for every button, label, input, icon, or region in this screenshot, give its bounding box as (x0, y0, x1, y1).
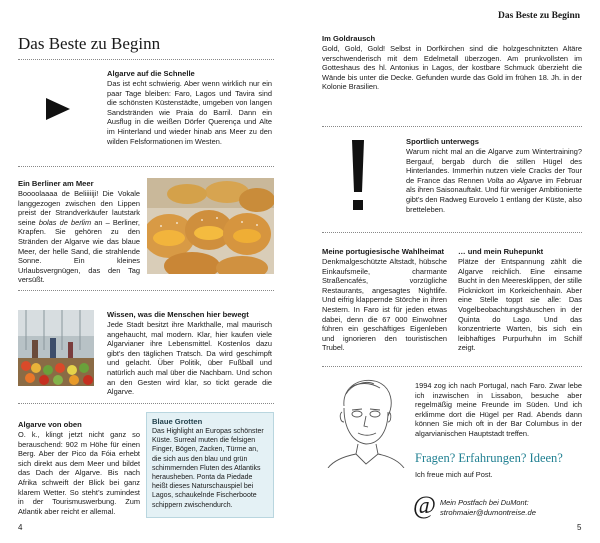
section-grotten-box (146, 412, 274, 518)
section-heading: Algarve von oben (18, 420, 82, 429)
section-heading: Blaue Grotten (152, 417, 203, 426)
section-heading: Wissen, was die Menschen hier bewegt (107, 310, 249, 319)
section-text: Jede Stadt besitzt ihre Markthalle, mal maurisch angehaucht, mal modern. Klar, hier kaufen viele Algarvianer ihre Lebensmittel. Kostenlos dazu gibt’s den täglichen Tratsch. Da wird geschimpft und gelacht. Über Politik, über Fußball und natürlich auch mal über die Nachbarn. Und schon an den Gesten wird klar, so tickt gerade die Algarve. (107, 320, 272, 397)
section-text: Warum nicht mal an die Algarve zum Wintertraining? Bergauf, bergab durch die stillen Hügel des Hinterlandes. Immerhin nutzen viele Cracks der Tour de France das Rennen (406, 147, 582, 185)
author-portrait (322, 372, 406, 468)
section-text: Das ist echt schwierig. Aber wenn wirklich nur ein paar Tage bleiben: Faro, Lagos und Tavira sind die schönsten Küstenstädte, umgeben von langen Sandstränden wie Praia do Barril. Dann ein Ausflug in die weißen Dörfer Querença und Alte im Hinterland und wieder hinab ans Meer zu den wilden Felsformationen im Westen. (107, 79, 272, 146)
divider (322, 126, 582, 127)
section-text: Das Highlight an Europas schönster Küste. Surreal muten die felsigen Finger, Bögen, Zacken, Türme an, die sich aus den blau und grün schimmernden Fluten des Atlantiks herausheben. Ponta da Piedade heißt dieses Naturschauspiel bei Lagos, schaukelnde Fischerboote schippern zwischendurch. (152, 428, 264, 509)
play-arrow-icon (46, 98, 70, 123)
divider (322, 232, 582, 233)
section-sportlich (406, 137, 582, 214)
divider (18, 290, 274, 291)
section-heading: … und mein Ruhepunkt (458, 247, 544, 256)
section-ruhepunkt (458, 247, 582, 353)
photo-berliner-pastries (147, 178, 274, 274)
section-heading: Sportlich unterwegs (406, 137, 479, 146)
section-text: Plätze der Entspannung zählt die Algarve reichlich. Eine einsame Bucht in den Meeresklippen, der stille Picknickort im Korkeichenhain. Aber eine Stelle toppt sie alle: Das Vogelbeobachtungshäuschen in der Quinta do Lago. Und das konzentrierte Warten, bis sich ein leibhaftiges Purpurhuhn im Schilf zeigt. (458, 257, 582, 353)
page-number-left: 4 (18, 523, 23, 532)
mail-address[interactable]: strohmaier@dumontreise.de (440, 508, 536, 517)
divider (18, 59, 274, 60)
section-text-italic: Volta ao Algarve (486, 175, 543, 185)
divider (18, 403, 274, 404)
section-von-oben (18, 420, 140, 516)
section-text: O. k., klingt jetzt nicht ganz so berauschend: 902 m Höhe für einen Berg. Aber der Pico da Fóia erhebt sich direkt aus dem Meer und bildet das Dach der Algarve. Bis nach Afrika schweift der Blick bei ganz klarem Wetter. So steht’s zumindest in der Tourismuswerbung. Zum Atlantik aber reicht er allemal. (18, 430, 140, 516)
section-heading: Ein Berliner am Meer (18, 179, 94, 188)
section-heading: Meine portugiesische Wahlheimat (322, 247, 445, 256)
section-text: Gold, Gold, Gold! Selbst in Dorfkirchen sind die holzgeschnitzten Altäre verschwenderisch mit dem Edelmetall überzogen. Am prunkvollsten im Gotteshaus des hl. Antonius in Lagos, der kostbare Schmuck überzieht die Wände bis unter die Decke. Gefunden wurde das Gold im frühen 18. Jh. in der Kolonie Brasilien. (322, 44, 582, 92)
section-text: Denkmalgeschützte Altstadt, hübsche Einkaufsmeile, charmante Straßencafés, vorzügliche Restaurants, angesagtes Nightlife. Und eifrig klappernde Störche in ihren Nestern. In Faro ist für jeden etwas dabei, denn die 67 000 Einwohner führen ein geschäftiges Eigenleben und ignorieren den touristischen Trubel. (322, 257, 447, 353)
mail-line-1: Mein Postfach bei DuMont: (440, 498, 529, 507)
section-text-italic: bolas de berlim (38, 217, 92, 227)
contact-invite: Ich freue mich auf Post. (415, 470, 493, 479)
page-number-right: 5 (577, 523, 582, 532)
page-title: Das Beste zu Beginn (18, 34, 161, 53)
section-menschen (107, 310, 272, 397)
exclamation-icon (346, 140, 370, 217)
contact-question: Fragen? Erfahrungen? Ideen? (415, 451, 563, 465)
section-algarve-schnelle (107, 69, 272, 146)
section-berliner (18, 179, 140, 285)
divider (18, 166, 274, 167)
divider (322, 366, 582, 367)
section-goldrausch (322, 34, 582, 92)
at-sign-icon: @ (413, 492, 437, 519)
photo-market-hall (18, 310, 94, 386)
section-text: im Februar als ihren Saisonauftakt. Und für weniger Ambitionierte gibt’s den Radweg Eurovelo 1 entlang der Küste, also bretteleben. (406, 175, 582, 214)
section-text: Boooolaaaa de Beliiiiiji! Die Vokale langgezogen zwischen den Lippen preist der Strandverkäufer lautstark seine (18, 189, 140, 227)
author-bio (415, 381, 582, 439)
section-text: an – Berliner, Krapfen. Sie gehören zu den Stränden der Algarve wie das blaue Meer, der helle Sand, die strahlende Sonne. Ein kleines Urlaubsvergnügen, das den Tag versüßt. (18, 217, 140, 285)
section-heading: Algarve auf die Schnelle (107, 69, 195, 78)
running-header: Das Beste zu Beginn (498, 11, 581, 21)
section-wahlheimat (322, 247, 447, 353)
section-heading: Im Goldrausch (322, 34, 376, 43)
author-bio-text: 1994 zog ich nach Portugal, nach Faro. Zwar lebe ich inzwischen in Lissabon, besuche aber regelmäßig meine Freunde im Süden. Und ich erklimme dort die Hügel per Rad. Abends dann können Sie mich oft in der Bar Columbus in der algarvianischen Hauptstadt treffen. (415, 381, 582, 438)
